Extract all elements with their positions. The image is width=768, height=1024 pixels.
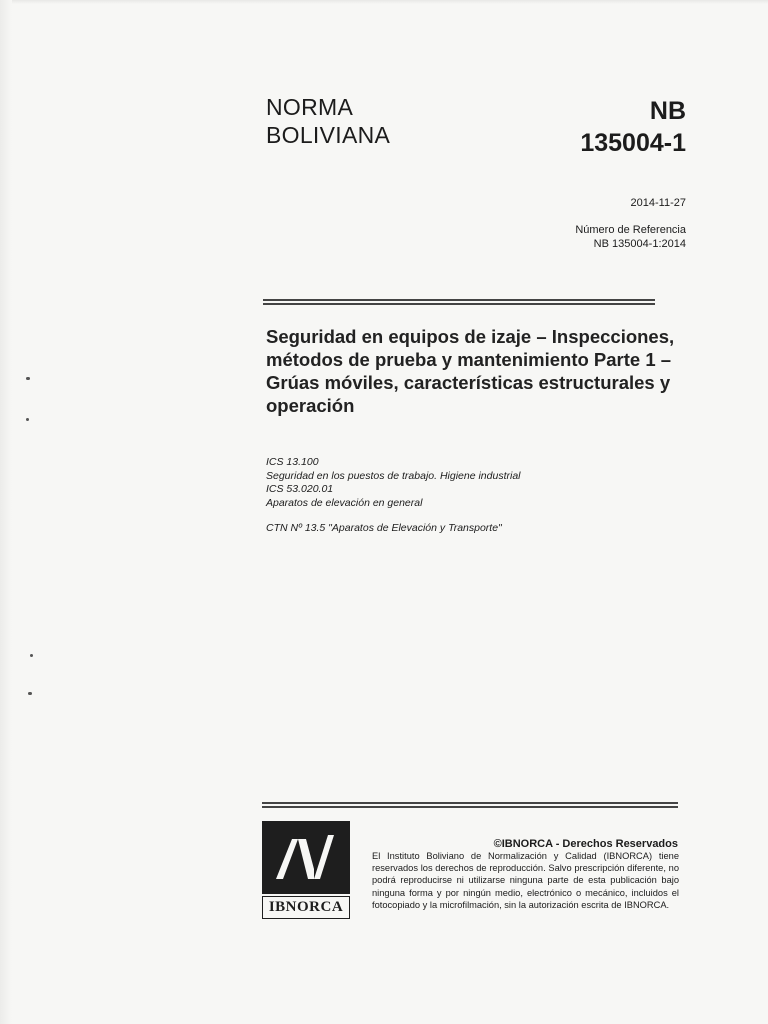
standard-type [266,93,390,149]
standard-type-line2: BOLIVIANA [266,122,391,148]
ibnorca-wordmark: IBNORCA [262,896,350,919]
ics-description: Seguridad en los puestos de trabajo. Higiene industrial [266,469,521,482]
ics-code: ICS 13.100 [266,456,319,468]
standard-code-prefix: NB [649,97,686,125]
page-edge [0,0,768,4]
standard-code-number: 135004-1 [580,129,686,157]
reference-value: NB 135004-1:2014 [593,238,686,250]
binding-hole-mark [30,654,33,657]
publication-date: 2014-11-27 [630,197,686,209]
ics-code: ICS 53.020.01 [266,483,334,495]
copyright-heading: ©IBNORCA - Derechos Reservados [493,838,678,850]
binding-hole-mark [26,377,30,380]
ibnorca-logo-icon [262,821,350,894]
divider-bottom [262,802,678,808]
copyright-text: El Instituto Boliviano de Normalización y Calidad (IBNORCA) tiene reservados los derechos de reproducción. Salvo prescripción diferente, no podrá reproducirse ni utilizarse ninguna parte de esta publicación bajo ninguna forma y por ningún medio, electrónico o mecánico, incluidos el fotocopiado y la microfilmación, sin la autorización escrita de IBNORCA. [372,851,679,910]
ics-description: Aparatos de elevación en general [266,496,423,509]
standard-type-line1: NORMA [266,94,354,120]
binding-hole-mark [26,418,29,421]
standard-code [580,95,686,159]
binding-hole-mark [28,692,32,695]
technical-committee: CTN Nº 13.5 "Aparatos de Elevación y Transporte" [266,522,502,534]
ics-classification [266,456,596,510]
reference-label: Número de Referencia [575,224,686,236]
divider-top [263,299,655,305]
document-title: Seguridad en equipos de izaje – Inspecciones, métodos de prueba y mantenimiento Parte 1 – Grúas móviles, características estructurales y operación [266,326,675,416]
reference-number [575,223,686,251]
ibnorca-logo [262,821,350,920]
page-edge-left [0,0,12,1024]
